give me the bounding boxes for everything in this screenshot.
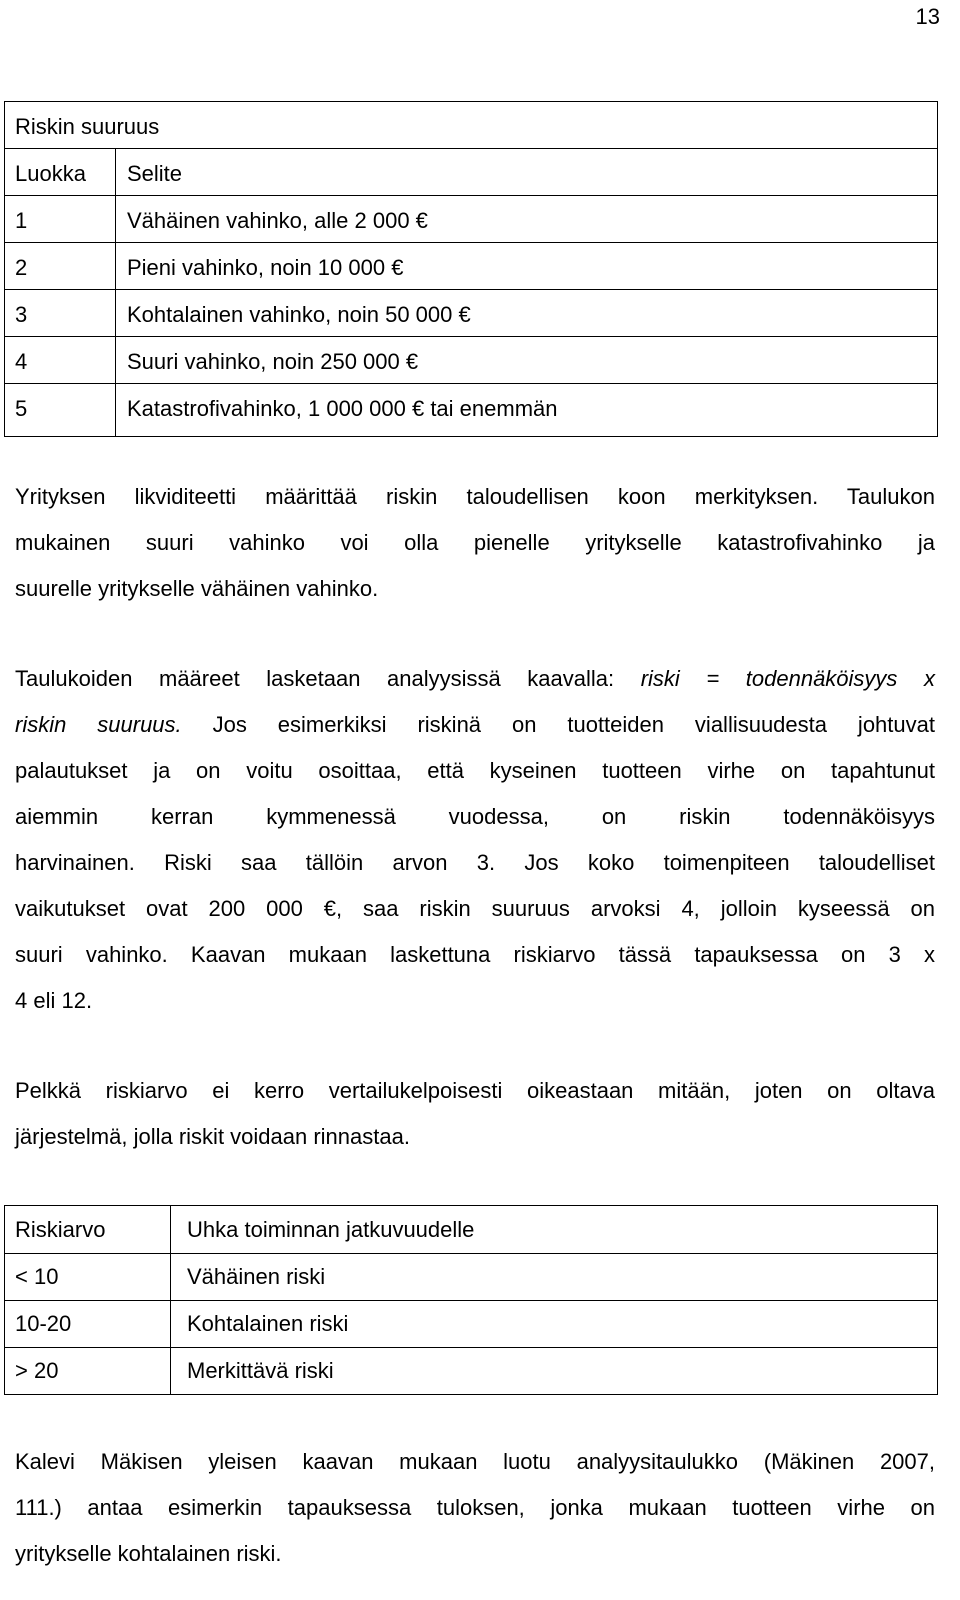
row-description: Suuri vahinko, noin 250 000 €	[127, 349, 419, 374]
text-line: mukainen suuri vahinko voi olla pienelle yritykselle katastrofivahinko ja	[15, 530, 935, 555]
header-risk-value: Riskiarvo	[15, 1217, 106, 1242]
text-line: yritykselle kohtalainen riski.	[15, 1541, 282, 1566]
text-line: suurelle yritykselle vähäinen vahinko.	[15, 576, 379, 601]
row-class: 1	[15, 208, 28, 233]
text-line: vaikutukset ovat 200 000 €, saa riskin suuruus arvoksi 4, jolloin kyseessä on	[15, 896, 935, 921]
row-risk-value: 10-20	[15, 1311, 72, 1336]
table-header-row	[5, 148, 937, 195]
table-row	[5, 1253, 937, 1300]
text-line: järjestelmä, jolla riskit voidaan rinnastaa.	[15, 1124, 410, 1149]
text-line: Pelkkä riskiarvo ei kerro vertailukelpoisesti oikeastaan mitään, joten on oltava	[15, 1078, 935, 1103]
row-risk-value: < 10	[15, 1264, 59, 1289]
table-row	[5, 195, 937, 242]
header-class: Luokka	[15, 161, 86, 186]
table-row	[5, 336, 937, 383]
paragraph-analysis	[15, 1439, 935, 1577]
row-threat: Merkittävä riski	[187, 1358, 334, 1383]
text-line: aiemmin kerran kymmenessä vuodessa, on riskin todennäköisyys	[15, 804, 935, 829]
paragraph-comparison	[15, 1068, 935, 1160]
text-line: palautukset ja on voitu osoittaa, että kyseinen tuotteen virhe on tapahtunut	[15, 758, 935, 783]
row-description: Kohtalainen vahinko, noin 50 000 €	[127, 302, 471, 327]
paragraph-liquidity	[15, 474, 935, 612]
row-threat: Kohtalainen riski	[187, 1311, 349, 1336]
row-threat: Vähäinen riski	[187, 1264, 326, 1289]
table-row	[5, 1300, 937, 1347]
table-caption: Riskin suuruus	[15, 114, 160, 139]
row-class: 3	[15, 302, 28, 327]
risk-value-table	[4, 1205, 938, 1395]
row-class: 5	[15, 396, 28, 421]
risk-size-table	[4, 101, 938, 437]
paragraph-formula	[15, 656, 935, 1024]
text-line	[15, 656, 935, 702]
formula-text: riski = todennäköisyys x	[640, 666, 936, 691]
row-description: Pieni vahinko, noin 10 000 €	[127, 255, 404, 280]
text-line	[15, 702, 935, 748]
text-line: 4 eli 12.	[15, 988, 93, 1013]
row-class: 4	[15, 349, 28, 374]
header-description: Selite	[127, 161, 183, 186]
text-span: Jos esimerkiksi riskinä on tuotteiden viallisuudesta johtuvat	[181, 712, 935, 737]
table-row	[5, 289, 937, 336]
row-risk-value: > 20	[15, 1358, 59, 1383]
text-line: 111.) antaa esimerkin tapauksessa tuloksen, jonka mukaan tuotteen virhe on	[15, 1495, 935, 1520]
table-header-row	[5, 1206, 937, 1253]
row-description: Katastrofivahinko, 1 000 000 € tai enemmän	[127, 396, 558, 421]
text-line: harvinainen. Riski saa tällöin arvon 3. Jos koko toimenpiteen taloudelliset	[15, 850, 935, 875]
page-number: 13	[915, 4, 940, 29]
formula-intro: Taulukoiden määreet lasketaan analyysissä kaavalla:	[15, 666, 641, 691]
text-line: suuri vahinko. Kaavan mukaan laskettuna riskiarvo tässä tapauksessa on 3 x	[15, 942, 935, 967]
row-description: Vähäinen vahinko, alle 2 000 €	[127, 208, 428, 233]
formula-text: riskin suuruus.	[15, 712, 182, 737]
text-line: Yrityksen likviditeetti määrittää riskin taloudellisen koon merkityksen. Taulukon	[15, 484, 935, 509]
table-row	[5, 242, 937, 289]
table-row	[5, 383, 937, 430]
text-line: Kalevi Mäkisen yleisen kaavan mukaan luotu analyysitaulukko (Mäkinen 2007,	[15, 1449, 935, 1474]
row-class: 2	[15, 255, 28, 280]
header-threat: Uhka toiminnan jatkuvuudelle	[187, 1217, 475, 1242]
table-row	[5, 1347, 937, 1394]
